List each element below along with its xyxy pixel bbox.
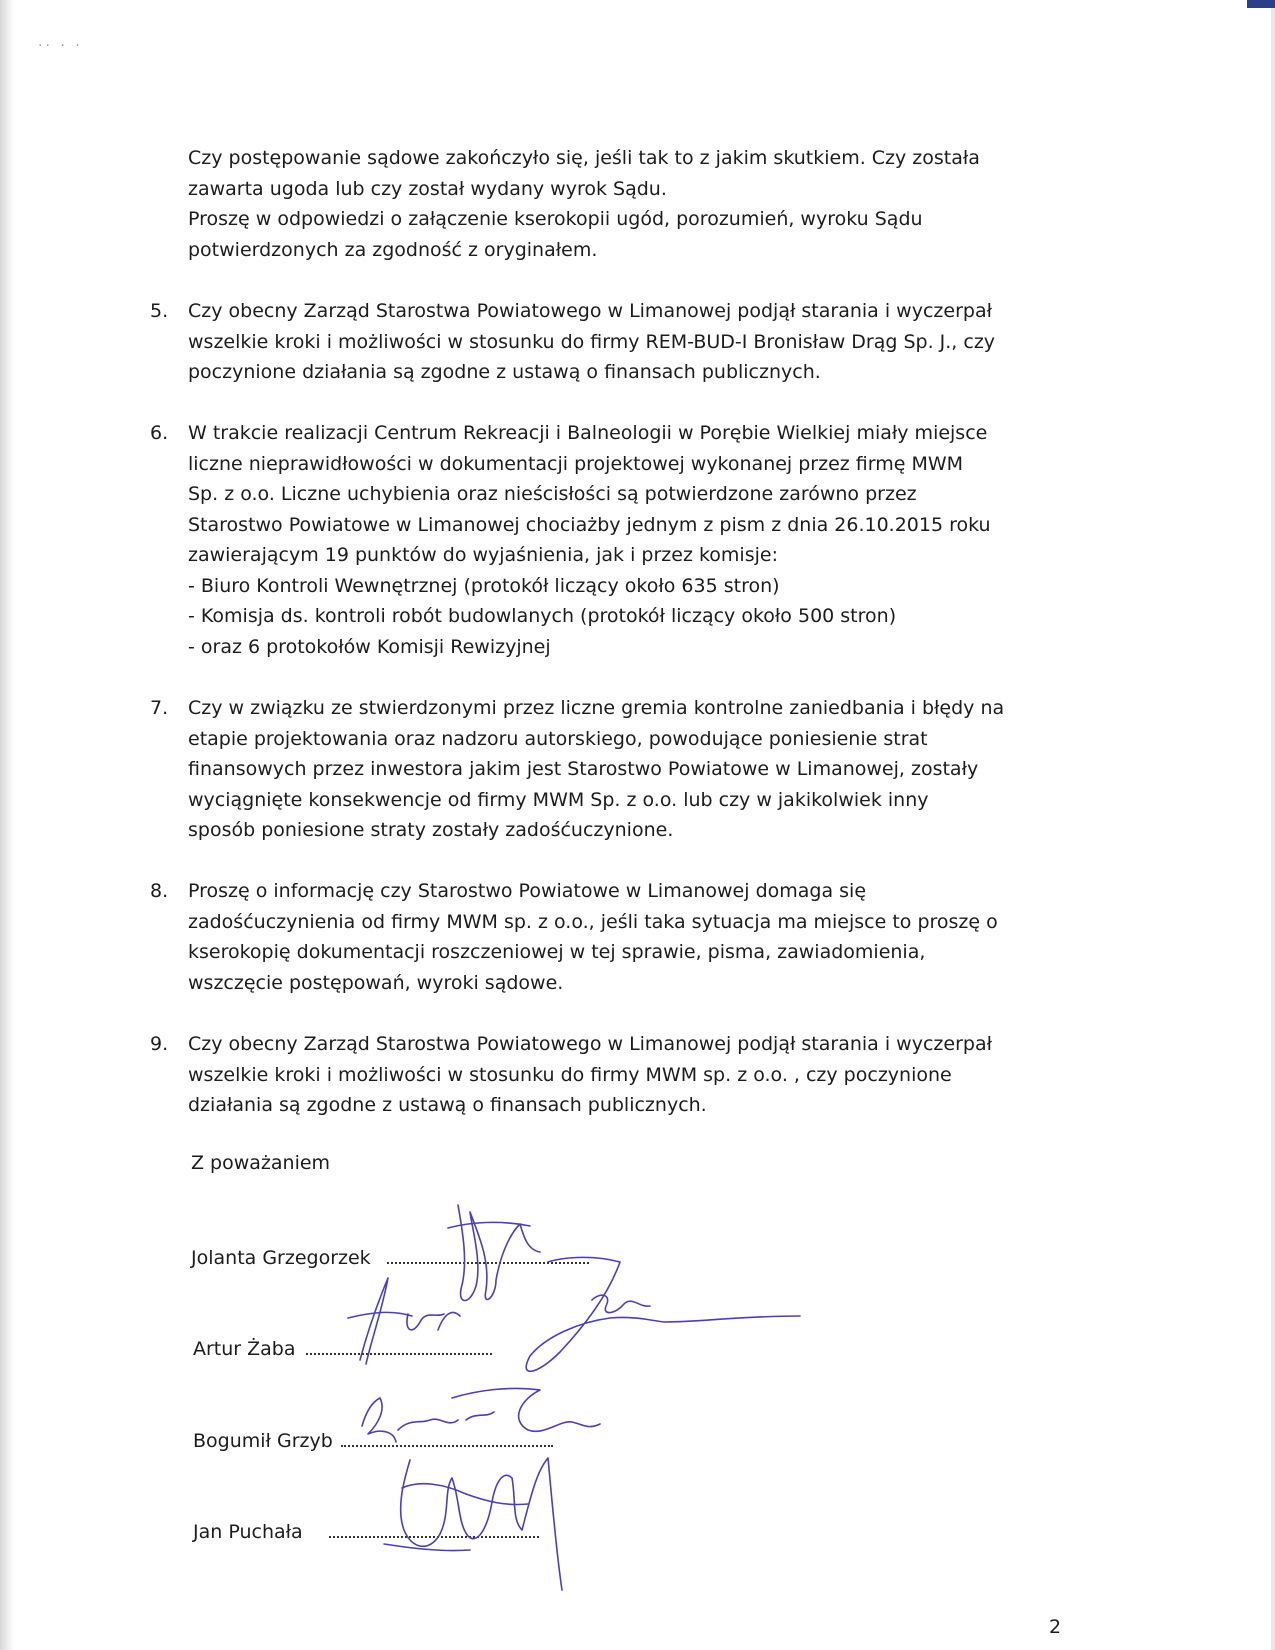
signatory-name: Jolanta Grzegorzek	[191, 1247, 371, 1269]
continuation-paragraph	[188, 143, 980, 265]
closing-salutation: Z poważaniem	[191, 1152, 331, 1174]
signature-line	[306, 1352, 492, 1355]
item-line: Czy w związku ze stwierdzonymi przez liczne gremia kontrolne zaniedbania i błędy na	[188, 697, 1005, 719]
item-line: Proszę o informację czy Starostwo Powiatowe w Limanowej domaga się	[188, 880, 867, 902]
signatory-row	[193, 1338, 492, 1360]
item-line: działania są zgodne z ustawą o finansach publicznych.	[188, 1094, 707, 1116]
signatory-name: Artur Żaba	[193, 1338, 296, 1360]
continuation-line: Proszę w odpowiedzi o załączenie kserokopii ugód, porozumień, wyroku Sądu	[188, 208, 923, 230]
item-line: wszelkie kroki i możliwości w stosunku do firmy REM-BUD-I Bronisław Drąg Sp. J., czy	[188, 330, 996, 353]
item-body	[188, 1029, 992, 1121]
item-number: 5.	[150, 300, 169, 322]
item-line: sposób poniesione straty zostały zadośćuczynione.	[188, 819, 674, 841]
signatory-name: Jan Puchała	[193, 1521, 303, 1543]
item-line: wyciągnięte konsekwencje od firmy MWM Sp. z o.o. lub czy w jakikolwiek inny	[188, 788, 929, 811]
item-line: - Biuro Kontroli Wewnętrznej (protokół liczący około 635 stron)	[188, 574, 780, 597]
item-line: wszelkie kroki i możliwości w stosunku do firmy MWM sp. z o.o. , czy poczynione	[188, 1063, 952, 1086]
item-line: Czy obecny Zarząd Starostwa Powiatowego w Limanowej podjął starania i wyczerpał	[188, 300, 992, 322]
item-number: 7.	[150, 697, 169, 719]
scan-shadow-left	[0, 0, 14, 1650]
signatory-row	[193, 1521, 539, 1543]
item-line: zadośćuczynienia od firmy MWM sp. z o.o., jeśli taka sytuacja ma miejsce to proszę o	[188, 910, 998, 933]
item-line: - Komisja ds. kontroli robót budowlanych (protokół liczący około 500 stron)	[188, 605, 897, 627]
item-line: - oraz 6 protokołów Komisji Rewizyjnej	[188, 635, 551, 658]
item-line: liczne nieprawidłowości w dokumentacji projektowej wykonanej przez firmę MWM	[188, 452, 964, 475]
page-number: 2	[1049, 1616, 1062, 1638]
item-body	[188, 296, 995, 388]
signatory-row	[191, 1247, 589, 1269]
item-body	[188, 418, 991, 662]
item-line: Sp. z o.o. Liczne uchybienia oraz nieścisłości są potwierdzone zarówno przez	[188, 483, 917, 505]
item-line: W trakcie realizacji Centrum Rekreacji i Balneologii w Porębie Wielkiej miały miejsce	[188, 422, 988, 444]
item-line: etapie projektowania oraz nadzoru autorskiego, powodujące poniesienie strat	[188, 727, 928, 750]
item-line: poczynione działania są zgodne z ustawą o finansach publicznych.	[188, 361, 821, 383]
item-number: 8.	[150, 880, 169, 902]
item-number: 9.	[150, 1033, 169, 1055]
item-line: zawierającym 19 punktów do wyjaśnienia, jak i przez komisje:	[188, 544, 778, 566]
signature-line	[329, 1535, 539, 1538]
item-line: kserokopię dokumentacji roszczeniowej w tej sprawie, pisma, zawiadomienia,	[188, 941, 926, 963]
signature-line	[341, 1444, 553, 1447]
scan-shadow-right	[1271, 0, 1275, 1650]
item-number: 6.	[150, 422, 169, 444]
item-body	[188, 876, 998, 998]
scan-noise-mark: ⋅⋅ ⋅ ⋅	[38, 38, 83, 54]
item-line: wszczęcie postępowań, wyroki sądowe.	[188, 971, 564, 994]
signature-artur-flourish	[526, 1257, 800, 1371]
item-line: finansowych przez inwestora jakim jest Starostwo Powiatowe w Limanowej, zostały	[188, 758, 979, 780]
item-body	[188, 693, 1004, 846]
item-line: Czy obecny Zarząd Starostwa Powiatowego w Limanowej podjął starania i wyczerpał	[188, 1033, 992, 1055]
item-line: Starostwo Powiatowe w Limanowej chociażby jednym z pism z dnia 26.10.2015 roku	[188, 513, 991, 536]
continuation-line: potwierdzonych za zgodność z oryginałem.	[188, 238, 598, 261]
continuation-line: Czy postępowanie sądowe zakończyło się, jeśli tak to z jakim skutkiem. Czy została	[188, 147, 980, 169]
signature-line	[387, 1261, 589, 1264]
signatory-name: Bogumił Grzyb	[193, 1430, 333, 1452]
continuation-line: zawarta ugoda lub czy został wydany wyrok Sądu.	[188, 177, 667, 200]
scan-corner-mark	[1247, 0, 1275, 8]
signatory-row	[193, 1430, 553, 1452]
